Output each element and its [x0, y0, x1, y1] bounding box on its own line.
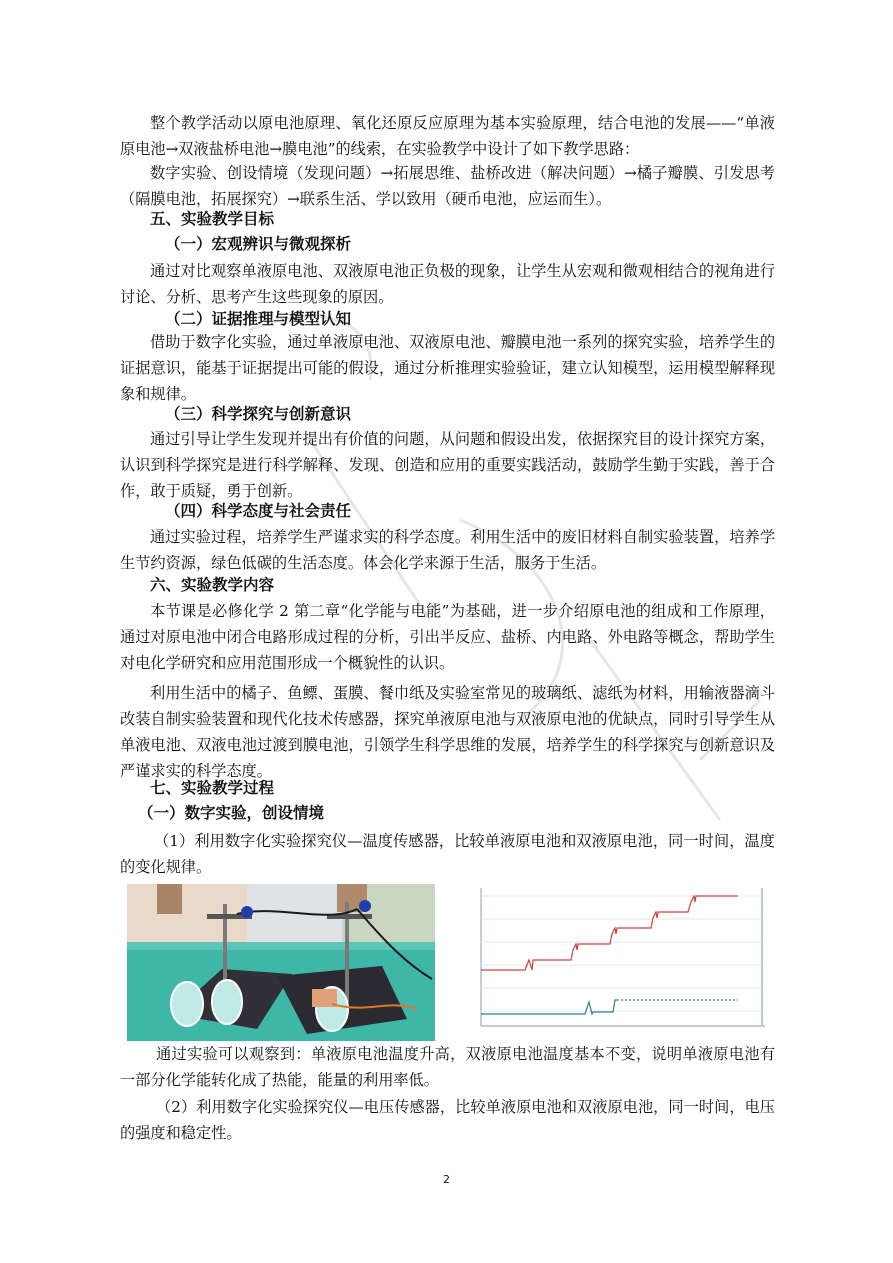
- goal4-paragraph: 通过实验过程，培养学生严谨求实的科学态度。利用生活中的废旧材料自制实验装置，培养学生节约资源，绿色低碳的生活态度。体会化学来源于生活，服务于生活。: [120, 528, 775, 572]
- goal2-paragraph: 借助于数字化实验，通过单液原电池、双液原电池、瓣膜电池一系列的探究实验，培养学生的证据意识，能基于证据提出可能的假设，通过分析推理实验验证，建立认知模型，运用模型解释现象和规律。: [120, 333, 775, 403]
- goal1-paragraph: 通过对比观察单液原电池、双液原电池正负极的现象，让学生从宏观和微观相结合的视角进行讨论、分析、思考产生这些现象的原因。: [120, 262, 775, 306]
- subheading-evidence-model: （二）证据推理与模型认知: [165, 309, 352, 328]
- section-heading-content: 六、实验教学内容: [150, 575, 275, 594]
- experiment-photo: [127, 884, 435, 1041]
- goal3-paragraph: 通过引导让学生发现并提出有价值的问题，从问题和假设出发，依据探究目的设计探究方案，认识到科学探究是进行科学解释、发现、创造和应用的重要实践活动，鼓励学生勤于实践，善于合作，敢于质疑，勇于创新。: [120, 430, 775, 500]
- page-number: 2: [443, 1173, 450, 1186]
- subheading-digital-experiment: （一）数字实验，创设情境: [138, 803, 325, 822]
- content1-paragraph: 本节课是必修化学 2 第二章“化学能与电能”为基础，进一步介绍原电池的组成和工作原理，通过对原电池中闭合电路形成过程的分析，引出半反应、盐桥、内电路、外电路等概念，帮助学生对电化学研究和应用范围形成一个概貌性的认识。: [120, 602, 775, 672]
- section-heading-process: 七、实验教学过程: [150, 778, 275, 797]
- observation-paragraph: 通过实验可以观察到：单液原电池温度升高，双液原电池温度基本不变，说明单液原电池有一部分化学能转化成了热能，能量的利用率低。: [120, 1045, 775, 1089]
- subheading-attitude-responsibility: （四）科学态度与社会责任: [165, 501, 352, 520]
- intro-paragraph: 整个教学活动以原电池原理、氧化还原反应原理为基本实验原理，结合电池的发展——“单液原电池→双液盐桥电池→膜电池”的线索，在实验教学中设计了如下教学思路：: [120, 114, 775, 158]
- content2-paragraph: 利用生活中的橘子、鱼鳔、蛋膜、餐巾纸及实验室常见的玻璃纸、滤纸为材料，用输液器滴斗改装自制实验装置和现代化技术传感器，探究单液原电池与双液原电池的优缺点，同时引导学生从单液电池、双液电池过渡到膜电池，引领学生科学思维的发展，培养学生的科学探究与创新意识及严谨求实的科学态度。: [120, 684, 775, 780]
- step2-paragraph: （2）利用数字化实验探究仪—电压传感器，比较单液原电池和双液原电池，同一时间，电压的强度和稳定性。: [120, 1098, 775, 1142]
- flow-paragraph: 数字实验、创设情境（发现问题）→拓展思维、盐桥改进（解决问题）→橘子瓣膜、引发思考（隔膜电池，拓展探究）→联系生活、学以致用（硬币电池，应运而生）。: [120, 164, 775, 208]
- subheading-macro-micro: （一）宏观辨识与微观探析: [165, 234, 352, 253]
- step1-paragraph: （1）利用数字化实验探究仪—温度传感器，比较单液原电池和双液原电池，同一时间，温度的变化规律。: [120, 832, 775, 876]
- temperature-curve-chart: [465, 884, 770, 1035]
- subheading-inquiry-innovation: （三）科学探究与创新意识: [165, 404, 352, 423]
- section-heading-goals: 五、实验教学目标: [150, 209, 275, 228]
